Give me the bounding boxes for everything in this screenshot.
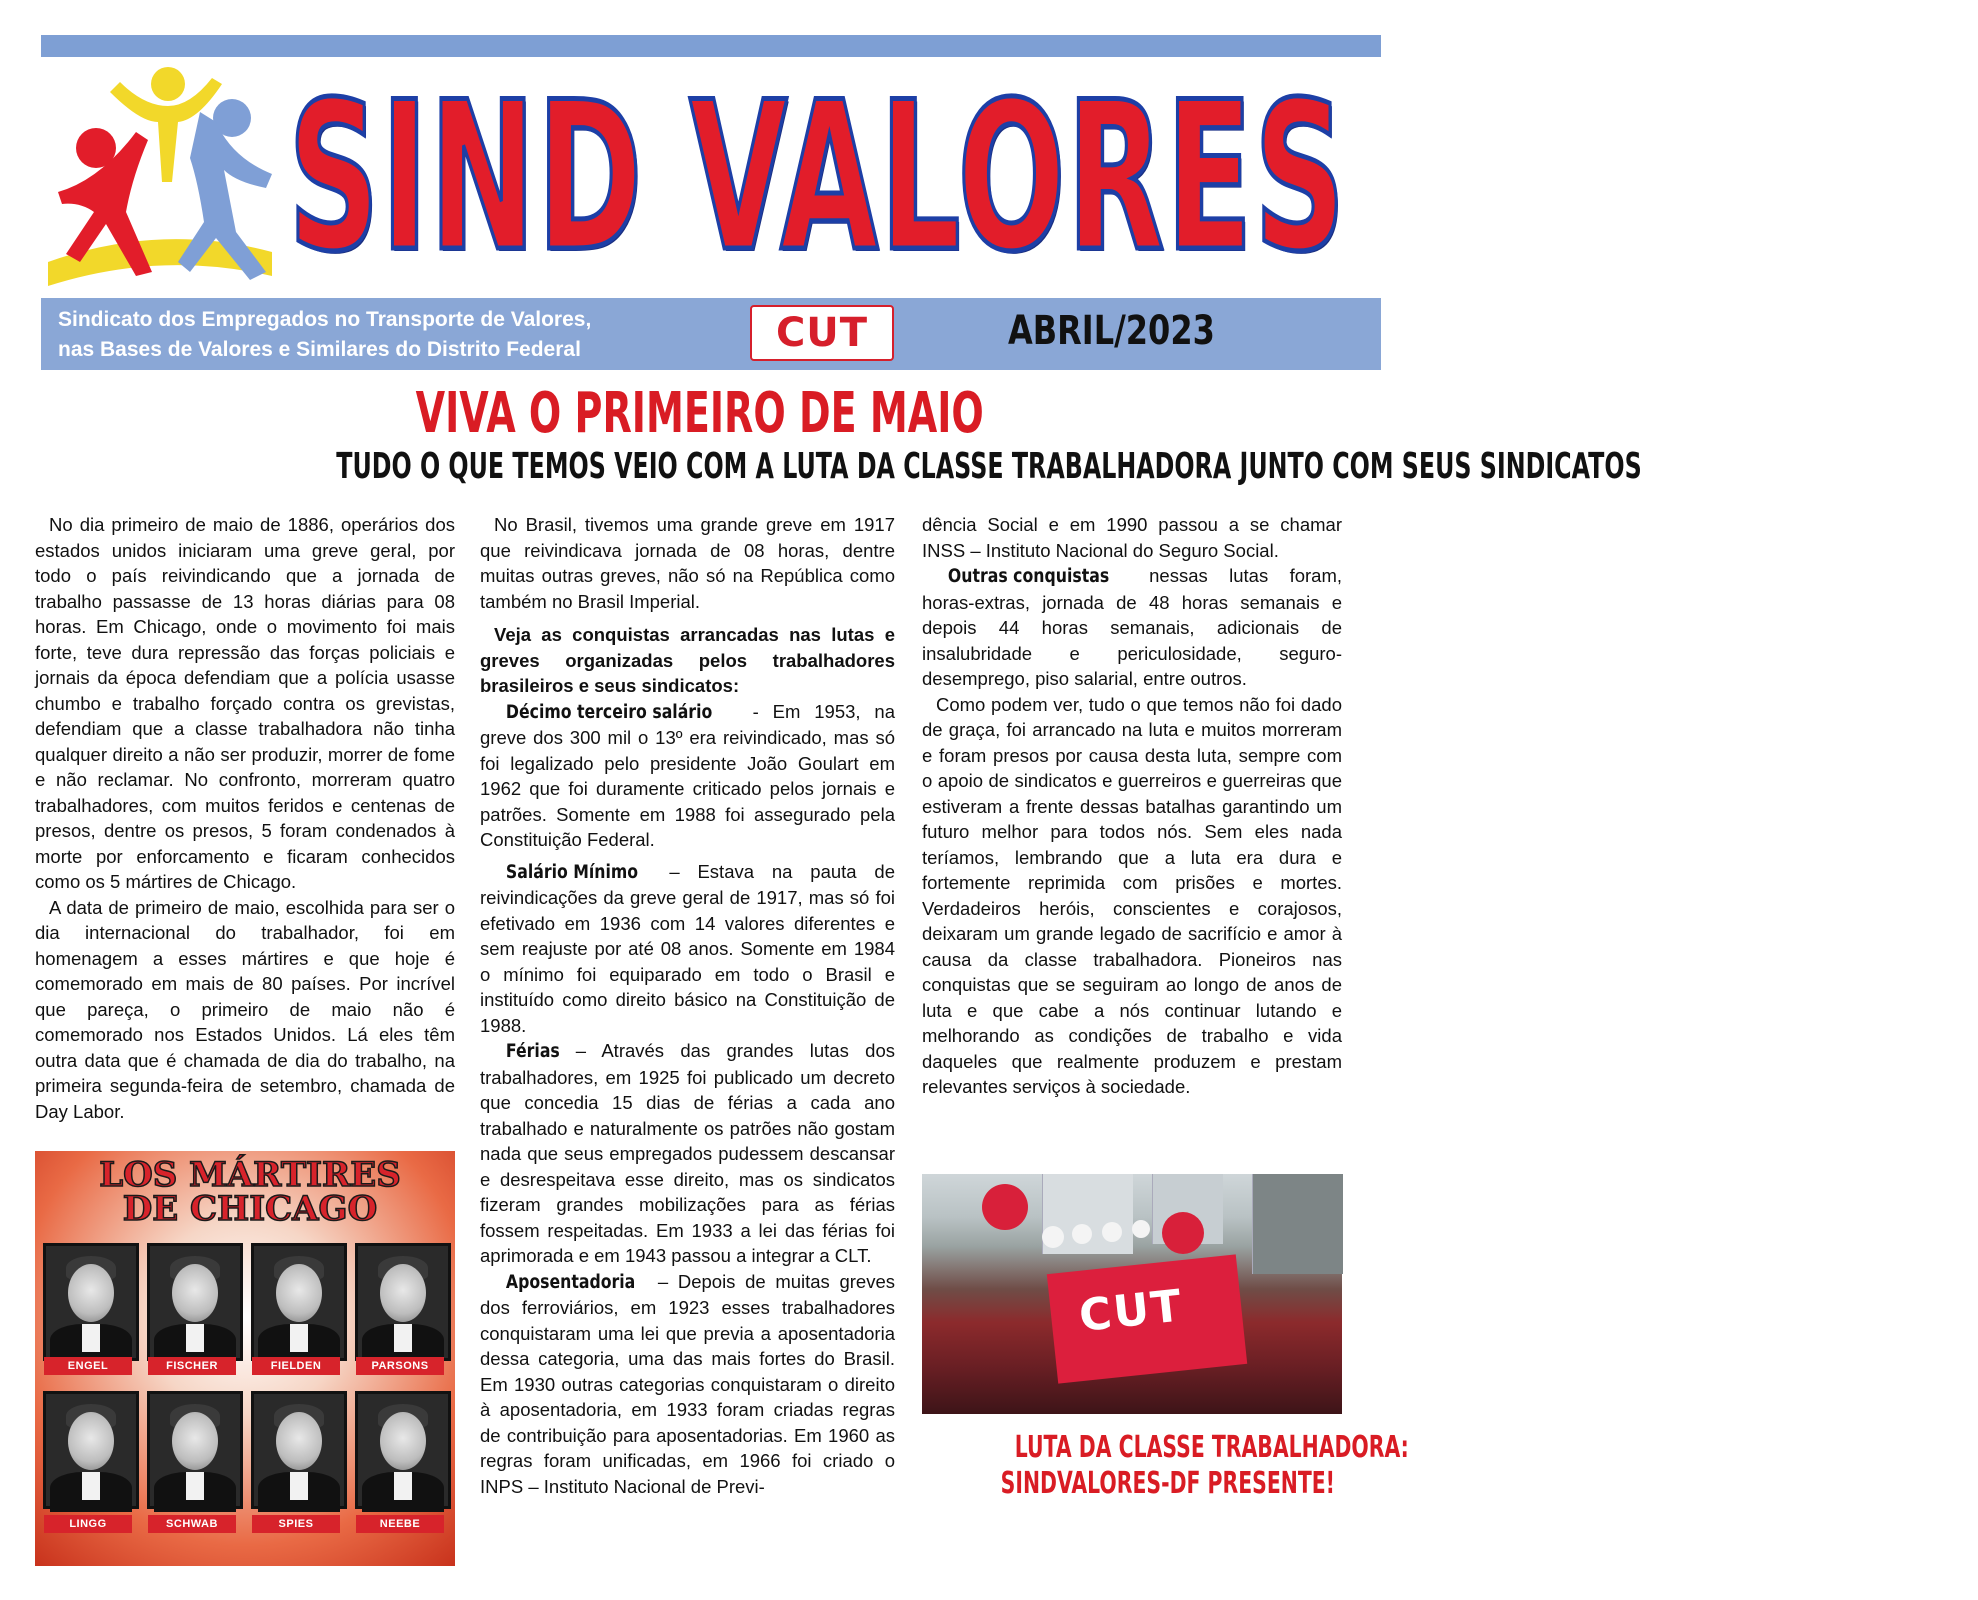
martyr-name: SPIES — [252, 1515, 340, 1533]
caption-line2: SINDVALORES-DF PRESENTE! — [1000, 1466, 1335, 1501]
section-text-salario: – Estava na pauta de reivindicações da greve geral de 1917, mas só foi efetivado em 1936 com 14 valores diferentes e sem reajuste por até 08 anos. Somente em 1984 o mínimo foi equiparado em todo o Brasil e instituído como direito básico na Constituição de 1988. — [480, 860, 895, 1036]
cut-balloon — [982, 1184, 1028, 1230]
white-balloon — [1042, 1226, 1064, 1248]
paragraph-aposentadoria — [480, 1269, 895, 1500]
rally-photo — [922, 1174, 1342, 1414]
overpass — [1252, 1174, 1343, 1274]
white-balloon — [1102, 1222, 1122, 1242]
martyrs-title-line1: LOS MÁRTIRES — [99, 1155, 401, 1195]
paragraph-ferias — [480, 1038, 895, 1269]
portrait-photo — [43, 1243, 139, 1361]
subheadline-text: TUDO O QUE TEMOS VEIO COM A LUTA DA CLASSE TRABALHADORA JUNTO COM SEUS SINDICATOS — [336, 446, 1642, 487]
section-title-ferias: Férias — [505, 1041, 560, 1062]
headline-text: VIVA O PRIMEIRO DE MAIO — [415, 381, 985, 446]
portrait-photo — [147, 1391, 243, 1509]
paragraph: Como podem ver, tudo o que temos não foi dado de graça, foi arrancado na luta e muitos morreram e foram presos por causa desta luta, sempre com o apoio de sindicatos e guerreiros e guerreiras que estiveram a frente dessas batalhas garantindo um futuro melhor para todos nós. Sem eles nada teríamos, lembrando que a luta era dura e fortemente reprimida com prisões e mortes. Verdadeiros heróis, conscientes e corajosos, deixaram um grande legado de sacrifício e amor à causa da classe trabalhadora. Pioneiros nas conquistas que se seguiram ao longo de anos de luta e que cabe a nós continuar lutando e melhorando as condições de trabalho e vida daqueles que realmente produzem e prestam relevantes serviços à sociedade. — [922, 693, 1342, 1097]
white-balloon — [1072, 1224, 1092, 1244]
cut-flag-text: CUT — [1076, 1280, 1186, 1342]
martyrs-of-chicago-image — [35, 1151, 455, 1566]
cut-logo-text: CUT — [775, 310, 869, 356]
conquests-intro: Veja as conquistas arrancadas nas lutas e greves organizadas pelos trabalhadores brasileiros e seus sindicatos: — [480, 624, 895, 696]
cut-logo — [750, 305, 894, 361]
section-title-outras: Outras conquistas — [947, 566, 1110, 587]
martyr-name: FISCHER — [148, 1357, 236, 1375]
portrait-photo — [251, 1391, 347, 1509]
section-title-decimo: Décimo terceiro salário — [505, 701, 713, 723]
section-text-outras: nessas lutas foram, horas-extras, jornada de 48 horas semanais e depois 44 horas semanais, adicionais de insalubridade e periculosidade, seguro-desemprego, piso salarial, entre outros. — [922, 565, 1342, 689]
section-title-aposentadoria: Aposentadoria — [505, 1271, 636, 1293]
portrait-photo — [251, 1243, 347, 1361]
article-column-2 — [480, 512, 895, 1499]
white-balloon — [1132, 1220, 1150, 1238]
top-band — [41, 35, 1381, 57]
portrait-photo — [147, 1243, 243, 1361]
paragraph: dência Social e em 1990 passou a se chamar INSS – Instituto Nacional do Seguro Social. — [922, 514, 1342, 561]
martyr-name: SCHWAB — [148, 1515, 236, 1533]
org-name — [58, 305, 758, 365]
martyr-name: NEEBE — [356, 1515, 444, 1533]
paragraph-salario — [480, 859, 895, 1039]
org-name-line2: nas Bases de Valores e Similares do Distrito Federal — [58, 338, 581, 361]
cut-flag — [1047, 1254, 1247, 1383]
portrait-photo — [355, 1391, 451, 1509]
cut-balloon — [1162, 1212, 1204, 1254]
martyr-name: LINGG — [44, 1515, 132, 1533]
paragraph-decimo — [480, 699, 895, 853]
section-title-salario: Salário Mínimo — [505, 861, 639, 883]
martyr-name: ENGEL — [44, 1357, 132, 1375]
martyr-name: PARSONS — [356, 1357, 444, 1375]
caption-line1: LUTA DA CLASSE TRABALHADORA: — [1014, 1430, 1409, 1465]
portrait-photo — [355, 1243, 451, 1361]
article-column-1 — [35, 512, 455, 1124]
martyrs-title-line2: DE CHICAGO — [122, 1189, 378, 1229]
union-people-logo — [40, 62, 280, 292]
subheadline — [0, 446, 1642, 488]
section-text-ferias: – Através das grandes lutas dos trabalhadores, em 1925 foi publicado um decreto que concedia 15 dias de férias a cada ano trabalhado e naturalmente os patrões não gostam nada que seus empregados pudessem descansar e desrespeitava esse direito, mas os sindicatos fizeram grandes mobilizações para as férias fossem respeitadas. Em 1933 a lei das férias foi aprimorada e em 1943 passou a integrar a CLT. — [480, 1040, 895, 1266]
section-text-decimo: - Em 1953, na greve dos 300 mil o 13º era reivindicado, mas só foi legalizado pelo presidente João Goulart em 1962 que foi duramente criticado pelos jornais e patrões. Somente em 1988 foi assegurado pela Constituição Federal. — [480, 700, 895, 850]
martyr-name: FIELDEN — [252, 1357, 340, 1375]
section-text-aposentadoria: – Depois de muitas greves dos ferroviários, em 1923 esses trabalhadores conquistaram uma lei que previa a aposentadoria dessa categoria, uma das mais fortes do Brasil. Em 1930 outras categorias conquistaram o direito à aposentadoria, em 1933 foram criadas regras de contribuição para aposentadorias. Em 1960 as regras foram unificadas, em 1966 foi criado o INPS – Instituto Nacional de Previ- — [480, 1270, 895, 1497]
paragraph: A data de primeiro de maio, escolhida para ser o dia internacional do trabalhador, foi em homenagem a esses mártires e que hoje é comemorado em mais de 80 países. Por incrível que pareça, o primeiro de maio não é comemorado nos Estados Unidos. Lá eles têm outra data que é chamada de dia do trabalho, na primeira segunda-feira de setembro, chamada de Day Labor. — [35, 896, 455, 1122]
rally-caption — [922, 1430, 1409, 1502]
portrait-photo — [43, 1391, 139, 1509]
headline — [0, 381, 1400, 446]
paragraph: No Brasil, tivemos uma grande greve em 1917 que reivindicava jornada de 08 horas, dentre muitas outras greves, não só na República como também no Brasil Imperial. — [480, 514, 895, 612]
article-column-3 — [922, 512, 1342, 1100]
org-name-line1: Sindicato dos Empregados no Transporte de Valores, — [58, 308, 592, 331]
edition-date: ABRIL/2023 — [1008, 308, 1215, 354]
paragraph: No dia primeiro de maio de 1886, operários dos estados unidos iniciaram uma greve geral, por todo o país reivindicando que a jornada de trabalho passasse de 13 horas diárias para 08 horas. Em Chicago, onde o movimento foi mais forte, teve dura repressão das forças policiais e jornais da época defendiam que a polícia usasse chumbo e trabalho forçado contra os grevistas, defendiam que a classe trabalhadora não tinha qualquer direito a não ser produzir, morrer de fome e não reclamar. No confronto, morreram quatro trabalhadores, com muitos feridos e centenas de presos, dentre os presos, 5 foram condenados à morte por enforcamento e ficaram conhecidos como os 5 mártires de Chicago. — [35, 514, 455, 892]
paragraph-outras — [922, 563, 1342, 692]
masthead-title: SIND VALORES — [288, 59, 1347, 297]
